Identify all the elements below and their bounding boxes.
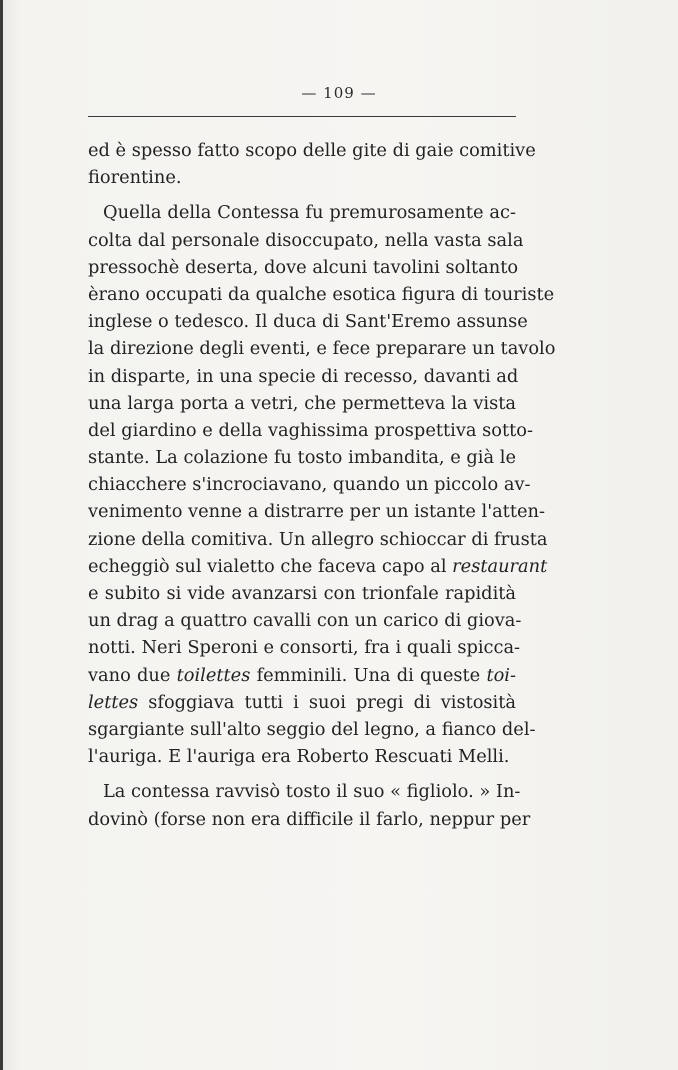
text-line: inglese o tedesco. Il duca di Sant'Eremo assunse	[88, 311, 528, 333]
text-line: in disparte, in una specie di recesso, davanti ad	[88, 365, 519, 387]
italic-word: restaurant	[452, 555, 548, 577]
italic-word: toilettes	[176, 664, 251, 686]
text-line: l'auriga. E l'auriga era Roberto Rescuati Melli.	[88, 746, 510, 768]
text-line: fiorentine.	[88, 167, 182, 189]
header-rule	[88, 116, 516, 117]
text-line: Quella della Contessa fu premurosamente ac-	[103, 202, 516, 224]
text-segment: sfoggiava tutti i suoi pregi di vistosità	[148, 691, 516, 713]
italic-word: lettes	[88, 691, 139, 713]
text-line: èrano occupati da qualche esotica figura di touriste	[88, 283, 555, 305]
body-text	[88, 137, 556, 833]
text-line: e subito si vide avanzarsi con trionfale rapidità	[88, 583, 516, 604]
text-line: stante. La colazione fu tosto imbandita, e già le	[88, 447, 516, 469]
text-line: dovinò (forse non era difficile il farlo, neppur per	[88, 808, 531, 830]
text-segment: femminili. Una di queste	[256, 664, 481, 686]
text-line: pressochè deserta, dove alcuni tavolini soltanto	[88, 256, 519, 278]
text-line	[88, 662, 516, 689]
text-line: zione della comitiva. Un allegro schioccar di frusta	[88, 528, 548, 550]
text-line: una larga porta a vetri, che permetteva la vista	[88, 392, 516, 414]
text-line: La contessa ravvisò tosto il suo « figliolo. » In-	[103, 781, 521, 803]
text-line: chiacchere s'incrociavano, quando un piccolo av-	[88, 474, 531, 496]
text-line: venimento venne a distrarre per un istante l'atten-	[88, 501, 545, 523]
page-binding-edge	[0, 0, 3, 1070]
text-segment: echeggiò sul vialetto che faceva capo al	[88, 555, 447, 577]
text-line: del giardino e della vaghissima prospettiva sotto-	[88, 419, 533, 441]
text-line	[88, 689, 516, 716]
text-line: un drag a quattro cavalli con un carico di giova-	[88, 610, 522, 632]
text-line: notti. Neri Speroni e consorti, fra i quali spicca-	[88, 637, 521, 659]
text-line: colta dal personale disoccupato, nella vasta sala	[88, 229, 524, 251]
text-line: sgargiante sull'alto seggio del legno, a fianco del-	[88, 718, 536, 740]
text-line: la direzione degli eventi, e fece preparare un tavolo	[88, 338, 556, 360]
italic-word: toi-	[486, 664, 516, 686]
text-segment: vano due	[88, 664, 171, 686]
text-line: ed è spesso fatto scopo delle gite di gaie comitive	[88, 140, 536, 161]
page-number: — 109 —	[301, 84, 377, 102]
text-line	[88, 553, 548, 580]
